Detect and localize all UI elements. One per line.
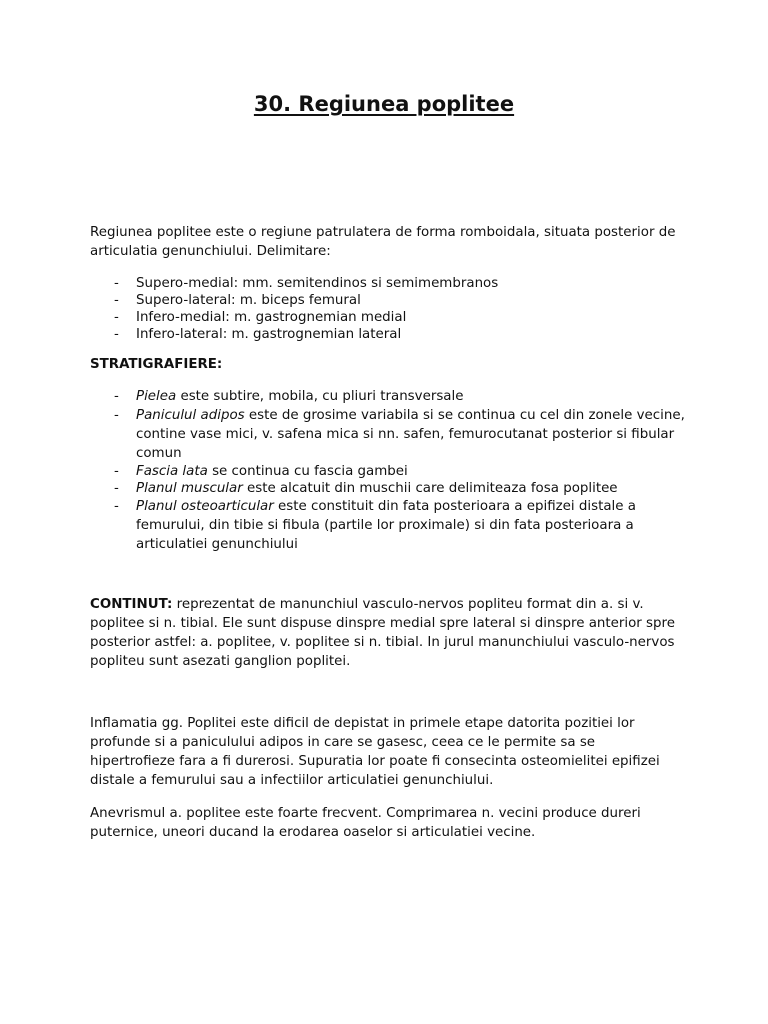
list-item: - Infero-lateral: m. gastrognemian lateral	[114, 327, 402, 342]
list-item: - Planul muscular este alcatuit din muschii care delimiteaza fosa poplitee	[114, 481, 618, 496]
list-item: - Paniculul adipos este de grosime variabila si se continua cu cel din zonele vecine, contine vase mici, v. safena mica si nn. safen, femurocutanat posterior si fibular comun	[114, 408, 685, 461]
stratigrafie-heading: STRATIGRAFIERE:	[90, 357, 223, 372]
intro-paragraph: Regiunea poplitee este o regiune patrulatera de forma romboidala, situata posterior de articulatia genunchiului. Delimitare:	[90, 225, 676, 259]
list-item: - Supero-medial: mm. semitendinos si semimembranos	[114, 276, 499, 291]
list-item: - Planul osteoarticular este constituit din fata posterioara a epifizei distale a femurului, din tibie si fibula (partile lor proximale) si din fata posterioara a articulatiei genunchiului	[114, 499, 636, 552]
delimitare-list	[90, 275, 690, 343]
list-item: - Fascia lata se continua cu fascia gambei	[114, 464, 408, 479]
continut-paragraph: CONTINUT: reprezentat de manunchiul vasculo-nervos popliteu format din a. si v. poplitee si n. tibial. Ele sunt dispuse dinspre medial spre lateral si dinspre anterior spre posterior astfel: a. poplitee, v. poplitee si n. tibial. In jurul manunchiului vasculo-nervos popliteu sunt asezati ganglion poplitei.	[90, 597, 675, 669]
anevrismul-paragraph: Anevrismul a. poplitee este foarte frecvent. Comprimarea n. vecini produce dureri puternice, uneori ducand la erodarea oaselor si articulatiei vecine.	[90, 806, 641, 840]
inflamatia-paragraph: Inflamatia gg. Poplitei este dificil de depistat in primele etape datorita pozitiei lor profunde si a paniculului adipos in care se gasesc, ceea ce le permite sa se hipertrofieze fara a fi durerosi. Supuratia lor poate fi consecinta osteomielitei epifizei distale a femurului sau a infectiilor articulatiei genunchiului.	[90, 716, 660, 788]
list-item: - Pielea este subtire, mobila, cu pliuri transversale	[114, 389, 464, 404]
stratigrafie-list	[90, 387, 690, 554]
list-item: - Supero-lateral: m. biceps femural	[114, 293, 361, 308]
list-item: - Infero-medial: m. gastrognemian medial	[114, 310, 407, 325]
page-title: 30. Regiunea poplitee	[253, 92, 515, 116]
